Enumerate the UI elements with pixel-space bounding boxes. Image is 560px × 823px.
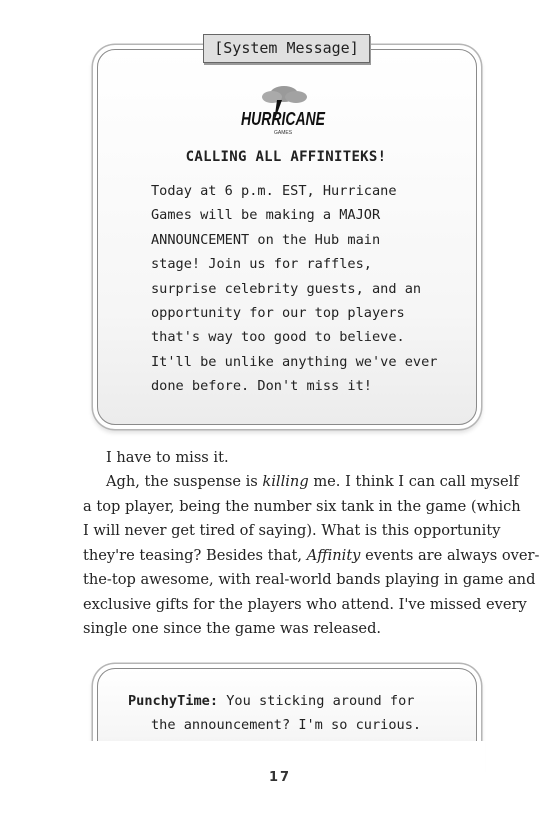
announcement-line: surprise celebrity guests, and an (151, 280, 422, 297)
chat-line: the announcement? I'm so curious. (151, 717, 422, 734)
paragraph-1: I have to miss it. (106, 449, 229, 466)
announcement-line: that's way too good to believe. (151, 329, 405, 346)
announcement-line: It'll be unlike anything we've ever (151, 353, 438, 370)
paragraph-line: I will never get tired of saying). What is this opportunity (83, 522, 501, 539)
text-run: me. I think I can call myself (308, 473, 519, 490)
text-run: Agh, the suspense is (106, 473, 263, 490)
system-message-tag: [System Message] (203, 34, 370, 63)
announcement-body (151, 179, 461, 399)
announcement-line: Today at 6 p.m. EST, Hurricane (151, 183, 397, 199)
paragraph-line (83, 470, 519, 495)
announcement-heading: CALLING ALL AFFINITEKS! (185, 149, 387, 165)
emphasis-text: Affinity (306, 546, 361, 564)
chat-line (128, 689, 458, 713)
paragraph-line: the-top awesome, with real-world bands playing in game and (83, 571, 536, 588)
announcement-line: Games will be making a MAJOR (151, 207, 381, 224)
paragraph-line: a top player, being the number six tank in the game (which (83, 497, 521, 515)
logo-subtext: GAMES (273, 130, 293, 136)
announcement-line: ANNOUNCEMENT on the Hub main (151, 231, 381, 248)
chat-speaker: PunchyTime: (128, 693, 219, 709)
logo-wordmark: HURRICANE (241, 109, 326, 129)
paragraph-line: single one since the game was released. (83, 620, 382, 637)
paragraph-2 (83, 470, 540, 642)
announcement-line: stage! Join us for raffles, (151, 256, 372, 273)
paragraph-line: exclusive gifts for the players who attend. I've missed every (83, 595, 527, 613)
paragraph-line (83, 544, 540, 569)
emphasis-text: killing (262, 473, 309, 490)
text-run: they're teasing? Besides that, (83, 546, 307, 564)
announcement-line: opportunity for our top players (151, 305, 405, 322)
announcement-line: done before. Don't miss it! (151, 378, 372, 395)
hurricane-games-logo (238, 82, 328, 137)
chat-message (128, 689, 458, 738)
page-number: 17 (268, 770, 292, 785)
text-run: events are always over- (360, 546, 540, 564)
chat-text: You sticking around for (218, 693, 415, 709)
